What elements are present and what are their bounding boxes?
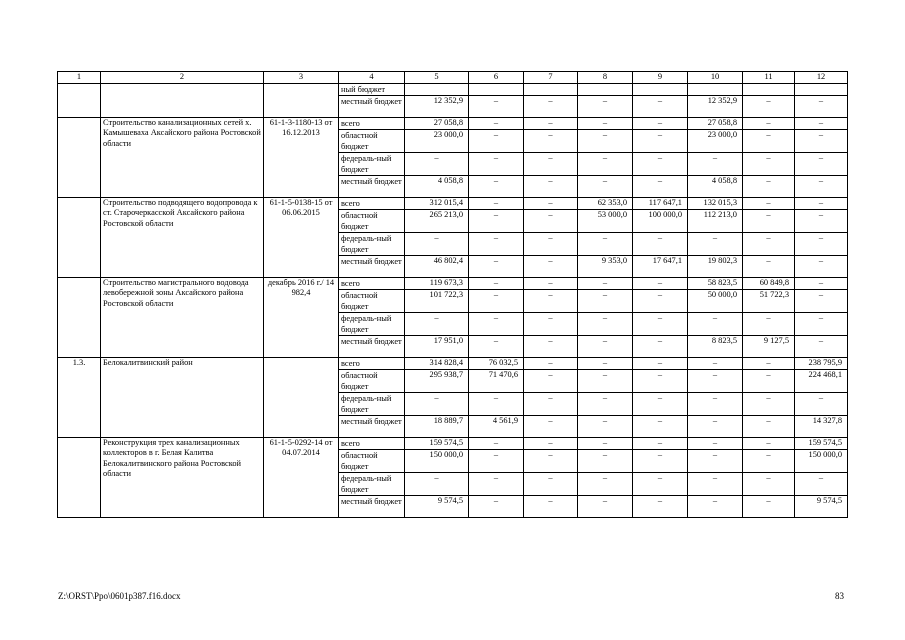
value-cell: – (524, 335, 578, 357)
value-cell: – (743, 197, 795, 209)
source-cell: федераль-ный бюджет (339, 472, 405, 495)
value-cell (405, 83, 469, 95)
value-cell: 112 213,0 (688, 209, 743, 232)
value-cell: – (743, 357, 795, 369)
value-cell: – (524, 312, 578, 335)
value-cell (469, 83, 524, 95)
value-cell: – (688, 415, 743, 437)
value-cell: – (795, 392, 848, 415)
source-cell: областной бюджет (339, 369, 405, 392)
name-cell: Реконструкция трех канализационных коллекторов в г. Белая Калитва Белокалитвинского района Ростовской области (101, 437, 264, 517)
source-cell: всего (339, 437, 405, 449)
table-row (58, 437, 848, 449)
number-cell: 1.3. (58, 357, 101, 437)
value-cell: – (633, 392, 688, 415)
value-cell: – (405, 152, 469, 175)
value-cell: – (578, 415, 633, 437)
value-cell: – (578, 232, 633, 255)
source-cell: областной бюджет (339, 289, 405, 312)
source-cell: ный бюджет (339, 83, 405, 95)
value-cell: – (524, 277, 578, 289)
value-cell: – (524, 209, 578, 232)
value-cell: – (795, 95, 848, 117)
value-cell: – (578, 369, 633, 392)
number-cell (58, 437, 101, 517)
value-cell: – (578, 289, 633, 312)
source-cell: местный бюджет (339, 175, 405, 197)
value-cell: – (633, 357, 688, 369)
value-cell: – (578, 449, 633, 472)
value-cell: – (795, 129, 848, 152)
source-cell: местный бюджет (339, 495, 405, 517)
value-cell: – (469, 392, 524, 415)
header-cell: 6 (469, 72, 524, 84)
value-cell: – (578, 335, 633, 357)
value-cell: – (743, 232, 795, 255)
source-cell: федераль-ный бюджет (339, 232, 405, 255)
header-cell: 9 (633, 72, 688, 84)
source-cell: областной бюджет (339, 449, 405, 472)
code-cell: 61-1-5-0292-14 от 04.07.2014 (264, 437, 339, 517)
value-cell: 314 828,4 (405, 357, 469, 369)
value-cell: – (688, 495, 743, 517)
header-cell: 3 (264, 72, 339, 84)
value-cell: – (633, 95, 688, 117)
value-cell: 12 352,9 (688, 95, 743, 117)
budget-table (57, 71, 848, 518)
value-cell: – (524, 289, 578, 312)
value-cell: – (578, 129, 633, 152)
value-cell: – (578, 495, 633, 517)
value-cell: – (688, 232, 743, 255)
source-cell: федераль-ный бюджет (339, 152, 405, 175)
value-cell: – (688, 472, 743, 495)
value-cell: – (633, 289, 688, 312)
value-cell: – (795, 152, 848, 175)
header-cell: 1 (58, 72, 101, 84)
value-cell: 12 352,9 (405, 95, 469, 117)
value-cell: 71 470,6 (469, 369, 524, 392)
value-cell: – (795, 277, 848, 289)
value-cell: – (469, 335, 524, 357)
value-cell: – (524, 255, 578, 277)
value-cell: – (743, 175, 795, 197)
value-cell: 132 015,3 (688, 197, 743, 209)
value-cell: – (633, 312, 688, 335)
value-cell (743, 83, 795, 95)
value-cell: – (795, 232, 848, 255)
value-cell: 53 000,0 (578, 209, 633, 232)
value-cell: – (524, 449, 578, 472)
value-cell: – (743, 117, 795, 129)
value-cell: 8 823,5 (688, 335, 743, 357)
value-cell: – (633, 335, 688, 357)
value-cell: – (795, 335, 848, 357)
value-cell: 17 951,0 (405, 335, 469, 357)
value-cell: – (469, 232, 524, 255)
value-cell: – (469, 129, 524, 152)
value-cell: 312 015,4 (405, 197, 469, 209)
table-row (58, 357, 848, 369)
value-cell: – (469, 289, 524, 312)
value-cell: – (795, 289, 848, 312)
source-cell: всего (339, 197, 405, 209)
value-cell: – (524, 369, 578, 392)
value-cell: 9 574,5 (405, 495, 469, 517)
value-cell: – (469, 197, 524, 209)
source-cell: всего (339, 357, 405, 369)
value-cell: – (469, 117, 524, 129)
value-cell: 295 938,7 (405, 369, 469, 392)
header-cell: 10 (688, 72, 743, 84)
value-cell: 76 032,5 (469, 357, 524, 369)
source-cell: местный бюджет (339, 335, 405, 357)
value-cell: – (795, 175, 848, 197)
value-cell: 159 574,5 (795, 437, 848, 449)
value-cell: – (633, 415, 688, 437)
table-row (58, 117, 848, 129)
value-cell: 224 468,1 (795, 369, 848, 392)
value-cell (524, 83, 578, 95)
value-cell: 62 353,0 (578, 197, 633, 209)
value-cell: – (405, 472, 469, 495)
value-cell: – (688, 369, 743, 392)
value-cell: – (633, 117, 688, 129)
source-cell: всего (339, 117, 405, 129)
value-cell: – (405, 312, 469, 335)
source-cell: областной бюджет (339, 129, 405, 152)
source-cell: местный бюджет (339, 415, 405, 437)
value-cell: 4 058,8 (688, 175, 743, 197)
source-cell: местный бюджет (339, 255, 405, 277)
value-cell: – (578, 437, 633, 449)
value-cell: – (469, 449, 524, 472)
number-cell (58, 197, 101, 277)
number-cell (58, 83, 101, 117)
name-cell: Строительство подводящего водопровода к ст. Старочеркасской Аксайского района Ростовской области (101, 197, 264, 277)
number-cell (58, 277, 101, 357)
value-cell: 9 574,5 (795, 495, 848, 517)
value-cell: 27 058,8 (405, 117, 469, 129)
value-cell (688, 83, 743, 95)
value-cell: 265 213,0 (405, 209, 469, 232)
value-cell: – (578, 392, 633, 415)
value-cell: – (469, 312, 524, 335)
value-cell: – (578, 312, 633, 335)
name-cell: Строительство канализационных сетей х. Камышеваха Аксайского района Ростовской области (101, 117, 264, 197)
value-cell (633, 83, 688, 95)
value-cell: 19 802,3 (688, 255, 743, 277)
value-cell: – (743, 369, 795, 392)
value-cell: – (743, 449, 795, 472)
value-cell: – (578, 277, 633, 289)
name-cell: Строительство магистрального водовода левобережной зоны Аксайского района Ростовской области (101, 277, 264, 357)
value-cell: 60 849,8 (743, 277, 795, 289)
value-cell: – (743, 129, 795, 152)
code-cell (264, 357, 339, 437)
value-cell: – (469, 437, 524, 449)
value-cell: – (633, 232, 688, 255)
table-row (58, 83, 848, 95)
value-cell: – (469, 255, 524, 277)
value-cell: 50 000,0 (688, 289, 743, 312)
value-cell: – (524, 95, 578, 117)
header-cell: 12 (795, 72, 848, 84)
value-cell: – (743, 209, 795, 232)
value-cell: 150 000,0 (795, 449, 848, 472)
value-cell: 51 722,3 (743, 289, 795, 312)
value-cell: 9 127,5 (743, 335, 795, 357)
value-cell: – (524, 175, 578, 197)
header-cell: 5 (405, 72, 469, 84)
value-cell: 18 889,7 (405, 415, 469, 437)
value-cell: – (524, 495, 578, 517)
value-cell: – (578, 117, 633, 129)
value-cell: – (795, 472, 848, 495)
value-cell: – (633, 449, 688, 472)
value-cell: – (795, 209, 848, 232)
value-cell: – (743, 312, 795, 335)
value-cell: 23 000,0 (405, 129, 469, 152)
value-cell: – (743, 437, 795, 449)
table-row (58, 197, 848, 209)
header-cell: 8 (578, 72, 633, 84)
value-cell: – (578, 175, 633, 197)
value-cell: – (633, 152, 688, 175)
value-cell: 4 561,9 (469, 415, 524, 437)
header-row (58, 72, 848, 84)
value-cell: 46 802,4 (405, 255, 469, 277)
value-cell: – (524, 357, 578, 369)
value-cell: – (469, 277, 524, 289)
value-cell: – (795, 117, 848, 129)
value-cell: – (578, 472, 633, 495)
value-cell (578, 83, 633, 95)
table-body (58, 72, 848, 518)
value-cell: – (743, 95, 795, 117)
value-cell: – (524, 197, 578, 209)
footer-file-path: Z:\ORST\Ppo\0601p387.f16.docx (58, 591, 181, 601)
header-cell: 7 (524, 72, 578, 84)
value-cell: – (633, 495, 688, 517)
value-cell: – (469, 495, 524, 517)
value-cell: – (688, 357, 743, 369)
code-cell (264, 83, 339, 117)
value-cell: – (743, 152, 795, 175)
source-cell: всего (339, 277, 405, 289)
value-cell: – (578, 95, 633, 117)
value-cell: 14 327,8 (795, 415, 848, 437)
value-cell: – (688, 392, 743, 415)
value-cell: – (469, 152, 524, 175)
footer-page-number: 83 (835, 591, 844, 601)
value-cell: – (524, 152, 578, 175)
value-cell: – (688, 152, 743, 175)
source-cell: областной бюджет (339, 209, 405, 232)
source-cell: федераль-ный бюджет (339, 392, 405, 415)
value-cell: 4 058,8 (405, 175, 469, 197)
value-cell: 9 353,0 (578, 255, 633, 277)
code-cell: 61-1-5-0138-15 от 06.06.2015 (264, 197, 339, 277)
value-cell: – (795, 197, 848, 209)
value-cell: – (469, 175, 524, 197)
value-cell: – (688, 312, 743, 335)
value-cell: – (524, 472, 578, 495)
code-cell: декабрь 2016 г./ 14 982,4 (264, 277, 339, 357)
number-cell (58, 117, 101, 197)
value-cell: 159 574,5 (405, 437, 469, 449)
value-cell: – (795, 312, 848, 335)
value-cell: – (633, 472, 688, 495)
value-cell: 17 647,1 (633, 255, 688, 277)
value-cell: 101 722,3 (405, 289, 469, 312)
value-cell: – (795, 255, 848, 277)
value-cell: – (743, 472, 795, 495)
value-cell: 27 058,8 (688, 117, 743, 129)
value-cell: – (524, 117, 578, 129)
source-cell: федераль-ный бюджет (339, 312, 405, 335)
value-cell: – (633, 129, 688, 152)
value-cell: – (405, 232, 469, 255)
value-cell: – (524, 437, 578, 449)
value-cell: – (743, 495, 795, 517)
name-cell (101, 83, 264, 117)
value-cell: – (524, 232, 578, 255)
header-cell: 4 (339, 72, 405, 84)
value-cell: – (524, 392, 578, 415)
value-cell: 238 795,9 (795, 357, 848, 369)
value-cell (795, 83, 848, 95)
value-cell: 100 000,0 (633, 209, 688, 232)
value-cell: – (743, 415, 795, 437)
value-cell: 150 000,0 (405, 449, 469, 472)
value-cell: 23 000,0 (688, 129, 743, 152)
header-cell: 2 (101, 72, 264, 84)
value-cell: – (633, 175, 688, 197)
value-cell: 117 647,1 (633, 197, 688, 209)
value-cell: – (405, 392, 469, 415)
value-cell: – (469, 209, 524, 232)
value-cell: – (469, 95, 524, 117)
value-cell: – (688, 437, 743, 449)
value-cell: – (633, 437, 688, 449)
value-cell: 119 673,3 (405, 277, 469, 289)
value-cell: – (524, 129, 578, 152)
value-cell: 58 823,5 (688, 277, 743, 289)
header-cell: 11 (743, 72, 795, 84)
value-cell: – (743, 255, 795, 277)
code-cell: 61-1-3-1180-13 от 16.12.2013 (264, 117, 339, 197)
value-cell: – (578, 152, 633, 175)
value-cell: – (469, 472, 524, 495)
name-cell: Белокалитвинский район (101, 357, 264, 437)
source-cell: местный бюджет (339, 95, 405, 117)
value-cell: – (524, 415, 578, 437)
value-cell: – (578, 357, 633, 369)
value-cell: – (743, 392, 795, 415)
value-cell: – (688, 449, 743, 472)
value-cell: – (633, 369, 688, 392)
table-row (58, 277, 848, 289)
value-cell: – (633, 277, 688, 289)
